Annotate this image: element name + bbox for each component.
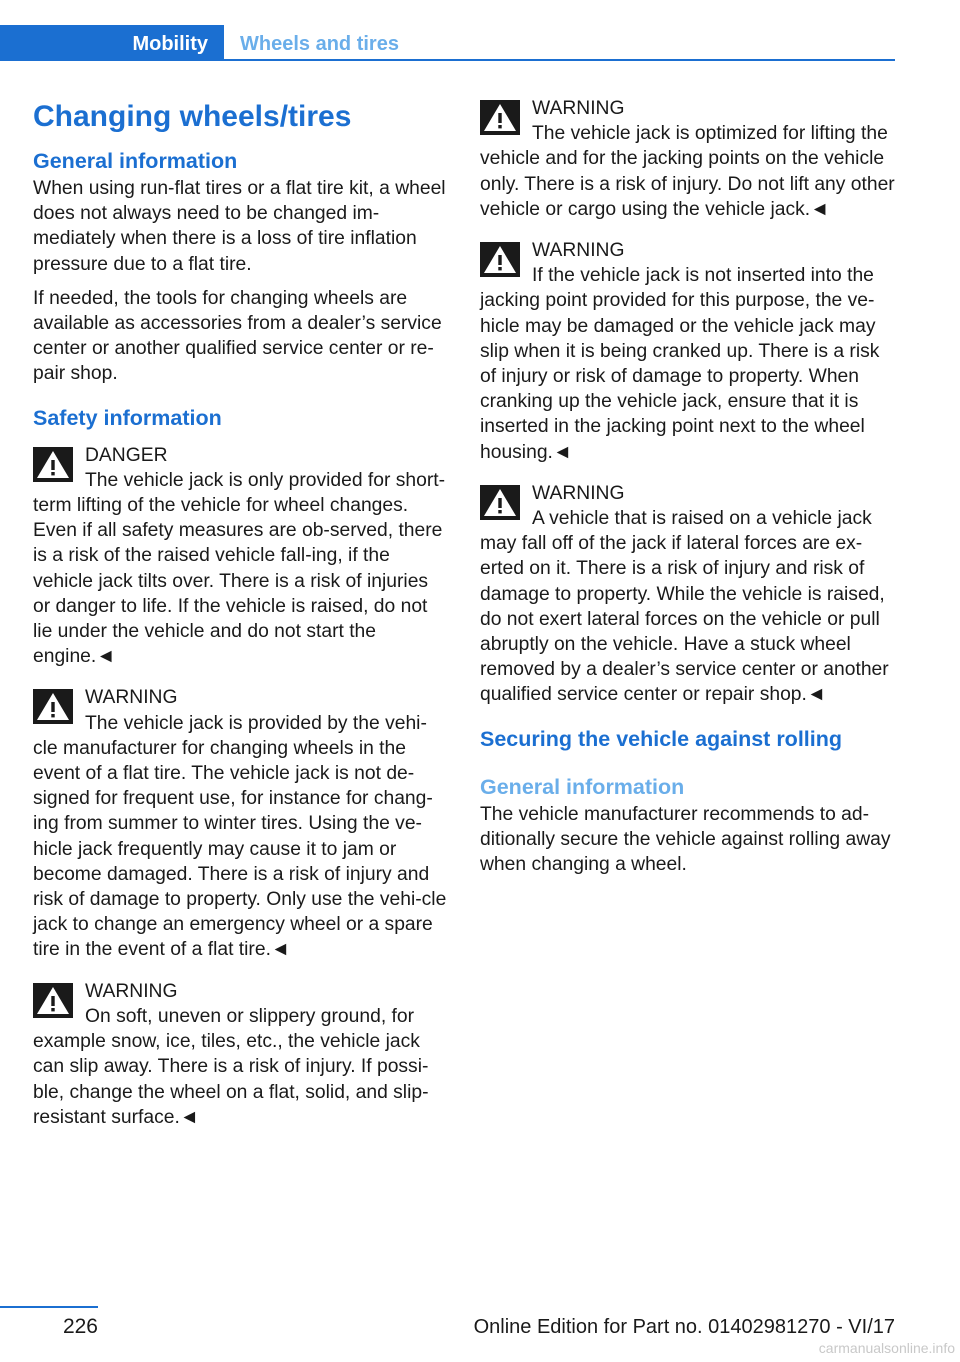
page-header	[0, 25, 895, 61]
edition-footer: Online Edition for Part no. 01402981270 - VI/17	[473, 1316, 895, 1338]
notice-label: WARNING	[85, 980, 178, 1002]
warning-triangle-icon	[33, 983, 73, 1018]
warning-triangle-icon	[33, 447, 73, 482]
notice-label: WARNING	[532, 98, 625, 119]
notice-text: On soft, uneven or slippery ground, for example snow, ice, tiles, etc., the vehicle jack can slip away. There is a risk of injury. If possi‐ble, change the wheel on a flat, solid, and slip-resistant surface.◄	[33, 1005, 429, 1128]
page-number: 226	[62, 1315, 98, 1338]
warning-triangle-icon	[33, 689, 73, 724]
notice-label: DANGER	[85, 444, 168, 466]
notice-label: WARNING	[532, 482, 625, 504]
watermark: carmanualsonline.info	[818, 1340, 955, 1356]
warning-triangle-icon	[480, 242, 520, 277]
warning-notice	[480, 238, 896, 465]
right-column	[480, 96, 896, 886]
general-information-heading: General information	[33, 149, 238, 173]
warning-triangle-icon	[480, 485, 520, 520]
section-tab-mobility[interactable]	[0, 25, 224, 61]
page-title: Changing wheels/tires	[33, 100, 352, 133]
left-column	[33, 96, 447, 1146]
warning-notice	[480, 96, 896, 222]
paragraph: When using run-flat tires or a flat tire kit, a wheel does not always need to be changed im‐mediately when there is a loss of tire inflation pressure due to a flat tire.	[33, 178, 446, 275]
danger-notice	[33, 443, 447, 670]
securing-vehicle-heading: Securing the vehicle against rolling	[480, 726, 843, 751]
notice-text: The vehicle jack is optimized for lifting the vehicle and for the jacking points on the vehicle only. There is a risk of injury. Do not lift any other vehicle or cargo using the vehicle jack.◄	[480, 123, 895, 220]
warning-notice	[33, 979, 447, 1130]
notice-label: WARNING	[85, 687, 178, 709]
page-number-rule	[0, 1306, 98, 1308]
section-label: Mobility	[132, 33, 208, 55]
general-information-subheading: General information	[480, 774, 685, 799]
warning-notice	[33, 685, 447, 962]
notice-text: The vehicle jack is provided by the vehi‐cle manufacturer for changing wheels in the event of a flat tire. The vehicle jack is not de‐signed for frequent use, for instance for chang‐ing from summer to winter tires. Using the ve‐hicle jack frequently may cause it to jam or become damaged. There is a risk of injury and risk of damage to property. Only use the vehi‐cle jack to change an emergency wheel or a spare tire in the event of a flat tire.◄	[33, 712, 447, 961]
paragraph: If needed, the tools for changing wheels are available as accessories from a dealer’s service center or another qualified service center or re‐pair shop.	[33, 287, 442, 385]
notice-text: The vehicle jack is only provided for short-term lifting of the vehicle for wheel changes. Even if all safety measures are ob‐served, there is a risk of the raised vehicle fall‐ing, if the vehicle jack tilts over. There is a risk of injuries or danger to life. If the vehicle is raised, do not lie under the vehicle and do not start the engine.◄	[33, 469, 446, 668]
header-rule	[0, 59, 895, 61]
notice-label: WARNING	[532, 240, 625, 262]
paragraph: The vehicle manufacturer recommends to ad‐ditionally secure the vehicle against rolling away when changing a wheel.	[480, 803, 891, 876]
safety-information-heading: Safety information	[33, 405, 222, 430]
warning-notice	[480, 481, 896, 708]
notice-text: A vehicle that is raised on a vehicle jack may fall off of the jack if lateral forces are ex‐erted on it. There is a risk of injury and risk of damage to property. While the vehicle is raised, do not exert lateral forces on the vehicle or pull abruptly on the vehicle. Have a stuck wheel removed by a dealer’s service center or another qualified service center or repair shop.◄	[480, 508, 889, 706]
subsection-tab-wheels-tires[interactable]: Wheels and tires	[240, 33, 399, 55]
notice-text: If the vehicle jack is not inserted into the jacking point provided for this purpose, the ve‐hicle may be damaged or the vehicle jack may slip when it is being cranked up. There is a risk of injury or risk of damage to property. When cranking up the vehicle jack, ensure that it is inserted in the jacking point next to the wheel housing.◄	[480, 265, 880, 463]
warning-triangle-icon	[480, 100, 520, 135]
